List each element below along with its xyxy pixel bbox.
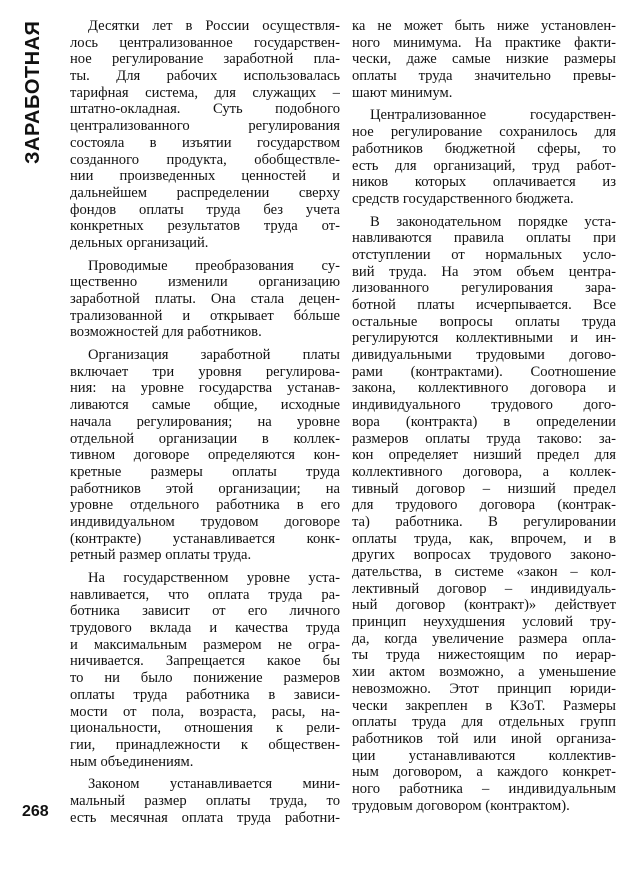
text-line: лизованного регулирования зара- (352, 280, 616, 297)
paragraph (352, 107, 616, 207)
text-line: есть месячная оплата труда работни- (70, 809, 340, 826)
text-line: заработной платы. Она стала децен- (70, 291, 340, 307)
text-line: возможностей для работников. (70, 324, 262, 341)
text-line: оплаты труда значительно превы- (352, 68, 616, 85)
text-line: ботника зависит от его личного (70, 603, 340, 620)
text-line: навливаются правила оплаты при (352, 230, 616, 247)
text-line: то ни было понижение размеров (70, 670, 340, 687)
text-line: состояла в изъятии государством (70, 134, 340, 151)
running-header-vertical (16, 14, 50, 164)
paragraph (70, 570, 340, 770)
text-line: уровне отдельного работника в его (70, 497, 340, 514)
page-number: 268 (22, 803, 49, 820)
text-line: ты. Для рабочих использовалась (70, 68, 340, 85)
text-line: отдельной организации в коллек- (70, 430, 340, 447)
text-line: ничивается. Запрещается какое бы (70, 653, 340, 670)
text-line: трализованной и открывает бóльше (70, 307, 340, 324)
text-line: та) работника. В регулировании (352, 513, 616, 530)
paragraph (352, 214, 616, 815)
text-line: трудового вклада и качества труда (70, 620, 340, 637)
text-line: оплаты труда, как, впрочем, и в (352, 530, 616, 547)
text-line: шают минимум. (352, 84, 453, 101)
text-line: ного минимума. На практике факти- (352, 34, 616, 51)
text-line: мости от пола, возраста, расы, на- (70, 703, 340, 720)
text-line: коллективного договора, а коллек- (352, 463, 616, 480)
text-line: есть для организаций, труд работ- (352, 157, 616, 174)
text-line: гии, принадлежности к обществен- (70, 736, 340, 753)
text-line: ников которых оплачивается из (352, 174, 616, 191)
text-line: индивидуальном трудовом договоре (70, 513, 340, 530)
text-line: В законодательном порядке уста- (370, 213, 616, 230)
paragraph (70, 347, 340, 564)
paragraph (70, 258, 340, 341)
text-line: мальный размер оплаты труда, то (70, 792, 340, 809)
text-line: ния: на уровне государства устанав- (70, 380, 340, 397)
text-line: ного работника – индивидуальным (352, 780, 616, 797)
text-line: ным объединениям. (70, 753, 194, 770)
text-line: индивидуального трудового дого- (352, 397, 616, 414)
text-line: циональности, отношения к рели- (70, 720, 340, 737)
text-line: ное регулирование сохранилось для (352, 124, 616, 141)
text-line: других вопросах трудового законо- (352, 547, 616, 564)
text-line: ное регулирование заработной пла- (70, 51, 340, 68)
text-line: рами (контрактами). Соотношение (352, 363, 616, 380)
text-line: кон определяет низший предел для (352, 447, 616, 464)
text-line: дивидуальными трудовыми догово- (352, 347, 616, 364)
text-line: ции устанавливаются коллектив- (352, 747, 616, 764)
text-line: тарифная система, для служащих – (70, 84, 340, 101)
text-line: закона, коллективного договора и (352, 380, 616, 397)
text-line: оплаты труда для отдельных групп (352, 714, 616, 731)
text-line: навливается, что оплата труда ра- (70, 586, 340, 603)
text-line: включает три уровня регулирова- (70, 363, 340, 380)
text-line: работников бюджетной сферы, то (352, 140, 616, 157)
text-line: хии актом возможно, а уменьшение (352, 664, 616, 681)
text-line: средств государственного бюджета. (352, 190, 574, 207)
text-line: Десятки лет в России осуществля- (88, 18, 340, 34)
paragraph (70, 18, 340, 252)
text-line: вий труда. На этом объем центра- (352, 263, 616, 280)
text-line: тивный договор – низший предел (352, 480, 616, 497)
text-line: отступлении от нормальных усло- (352, 246, 616, 263)
text-line: Законом устанавливается мини- (88, 776, 340, 793)
paragraph (70, 776, 340, 826)
text-line: невозможно. Этот принцип юриди- (352, 680, 616, 697)
text-line: штатно-окладная. Суть подобного (70, 101, 340, 118)
text-line: да, когда увеличение размера опла- (352, 630, 616, 647)
text-line: тивном договоре определяются кон- (70, 447, 340, 464)
text-line: работников этой организации; на (70, 480, 340, 497)
text-line: фондов оплаты труда без учета (70, 201, 340, 218)
text-line: для трудового договора (контрак- (352, 497, 616, 514)
text-line: ка не может быть ниже установлен- (352, 18, 616, 34)
right-text-column (352, 18, 616, 820)
paragraph (352, 18, 616, 101)
text-line: и максимальным размером не огра- (70, 636, 340, 653)
text-line: регулируются коллективными и ин- (352, 330, 616, 347)
text-line: (контракте) устанавливается конк- (70, 530, 340, 547)
text-line: конкретных результатов труда от- (70, 218, 340, 235)
text-line: ливаются самые общие, исходные (70, 397, 340, 414)
text-line: нии произведенных ценностей и (70, 168, 340, 185)
text-line: кретные размеры оплаты труда (70, 463, 340, 480)
text-line: чески, даже самые низкие размеры (352, 51, 616, 68)
text-line: дательства, в системе «закон – кол- (352, 564, 616, 580)
text-line: Организация заработной платы (88, 347, 340, 364)
text-line: остальные вопросы оплаты труда (352, 313, 616, 330)
text-line: чески закреплен в КЗоТ. Размеры (352, 697, 616, 714)
text-line: ботной платы исчерпывается. Все (352, 297, 616, 313)
text-line: дальнейшем распределении сверху (70, 184, 340, 201)
text-line: централизованного регулирования (70, 118, 340, 135)
text-line: оплаты труда работника в зависи- (70, 686, 340, 703)
text-line: дельных организаций. (70, 234, 209, 251)
text-line: На государственном уровне уста- (88, 570, 340, 586)
left-text-column (70, 18, 340, 832)
text-line: щественно изменили организацию (70, 274, 340, 291)
text-line: вора (контракта) в определении (352, 413, 616, 430)
text-line: лективный договор – индивидуаль- (352, 580, 616, 597)
text-line: ты труда нижестоящим по иерар- (352, 647, 616, 664)
text-line: начала регулирования; на уровне (70, 413, 340, 430)
running-header-text: ЗАРАБОТНАЯ (22, 20, 44, 164)
text-line: лось централизованное государствен- (70, 34, 340, 51)
text-line: Проводимые преобразования су- (88, 257, 340, 274)
text-line: трудовым договором (контрактом). (352, 797, 570, 814)
text-line: ным договором, а каждого конкрет- (352, 764, 616, 781)
text-line: размеров оплаты труда таково: за- (352, 430, 616, 447)
text-line: ретный размер оплаты труда. (70, 547, 252, 564)
text-line: созданного продукта, обобществле- (70, 151, 340, 168)
text-line: принцип неухудшения условий тру- (352, 614, 616, 631)
text-line: Централизованное государствен- (370, 107, 616, 124)
text-line: работников той или иной организа- (352, 730, 616, 747)
text-line: ный договор (контракт)» действует (352, 597, 616, 614)
